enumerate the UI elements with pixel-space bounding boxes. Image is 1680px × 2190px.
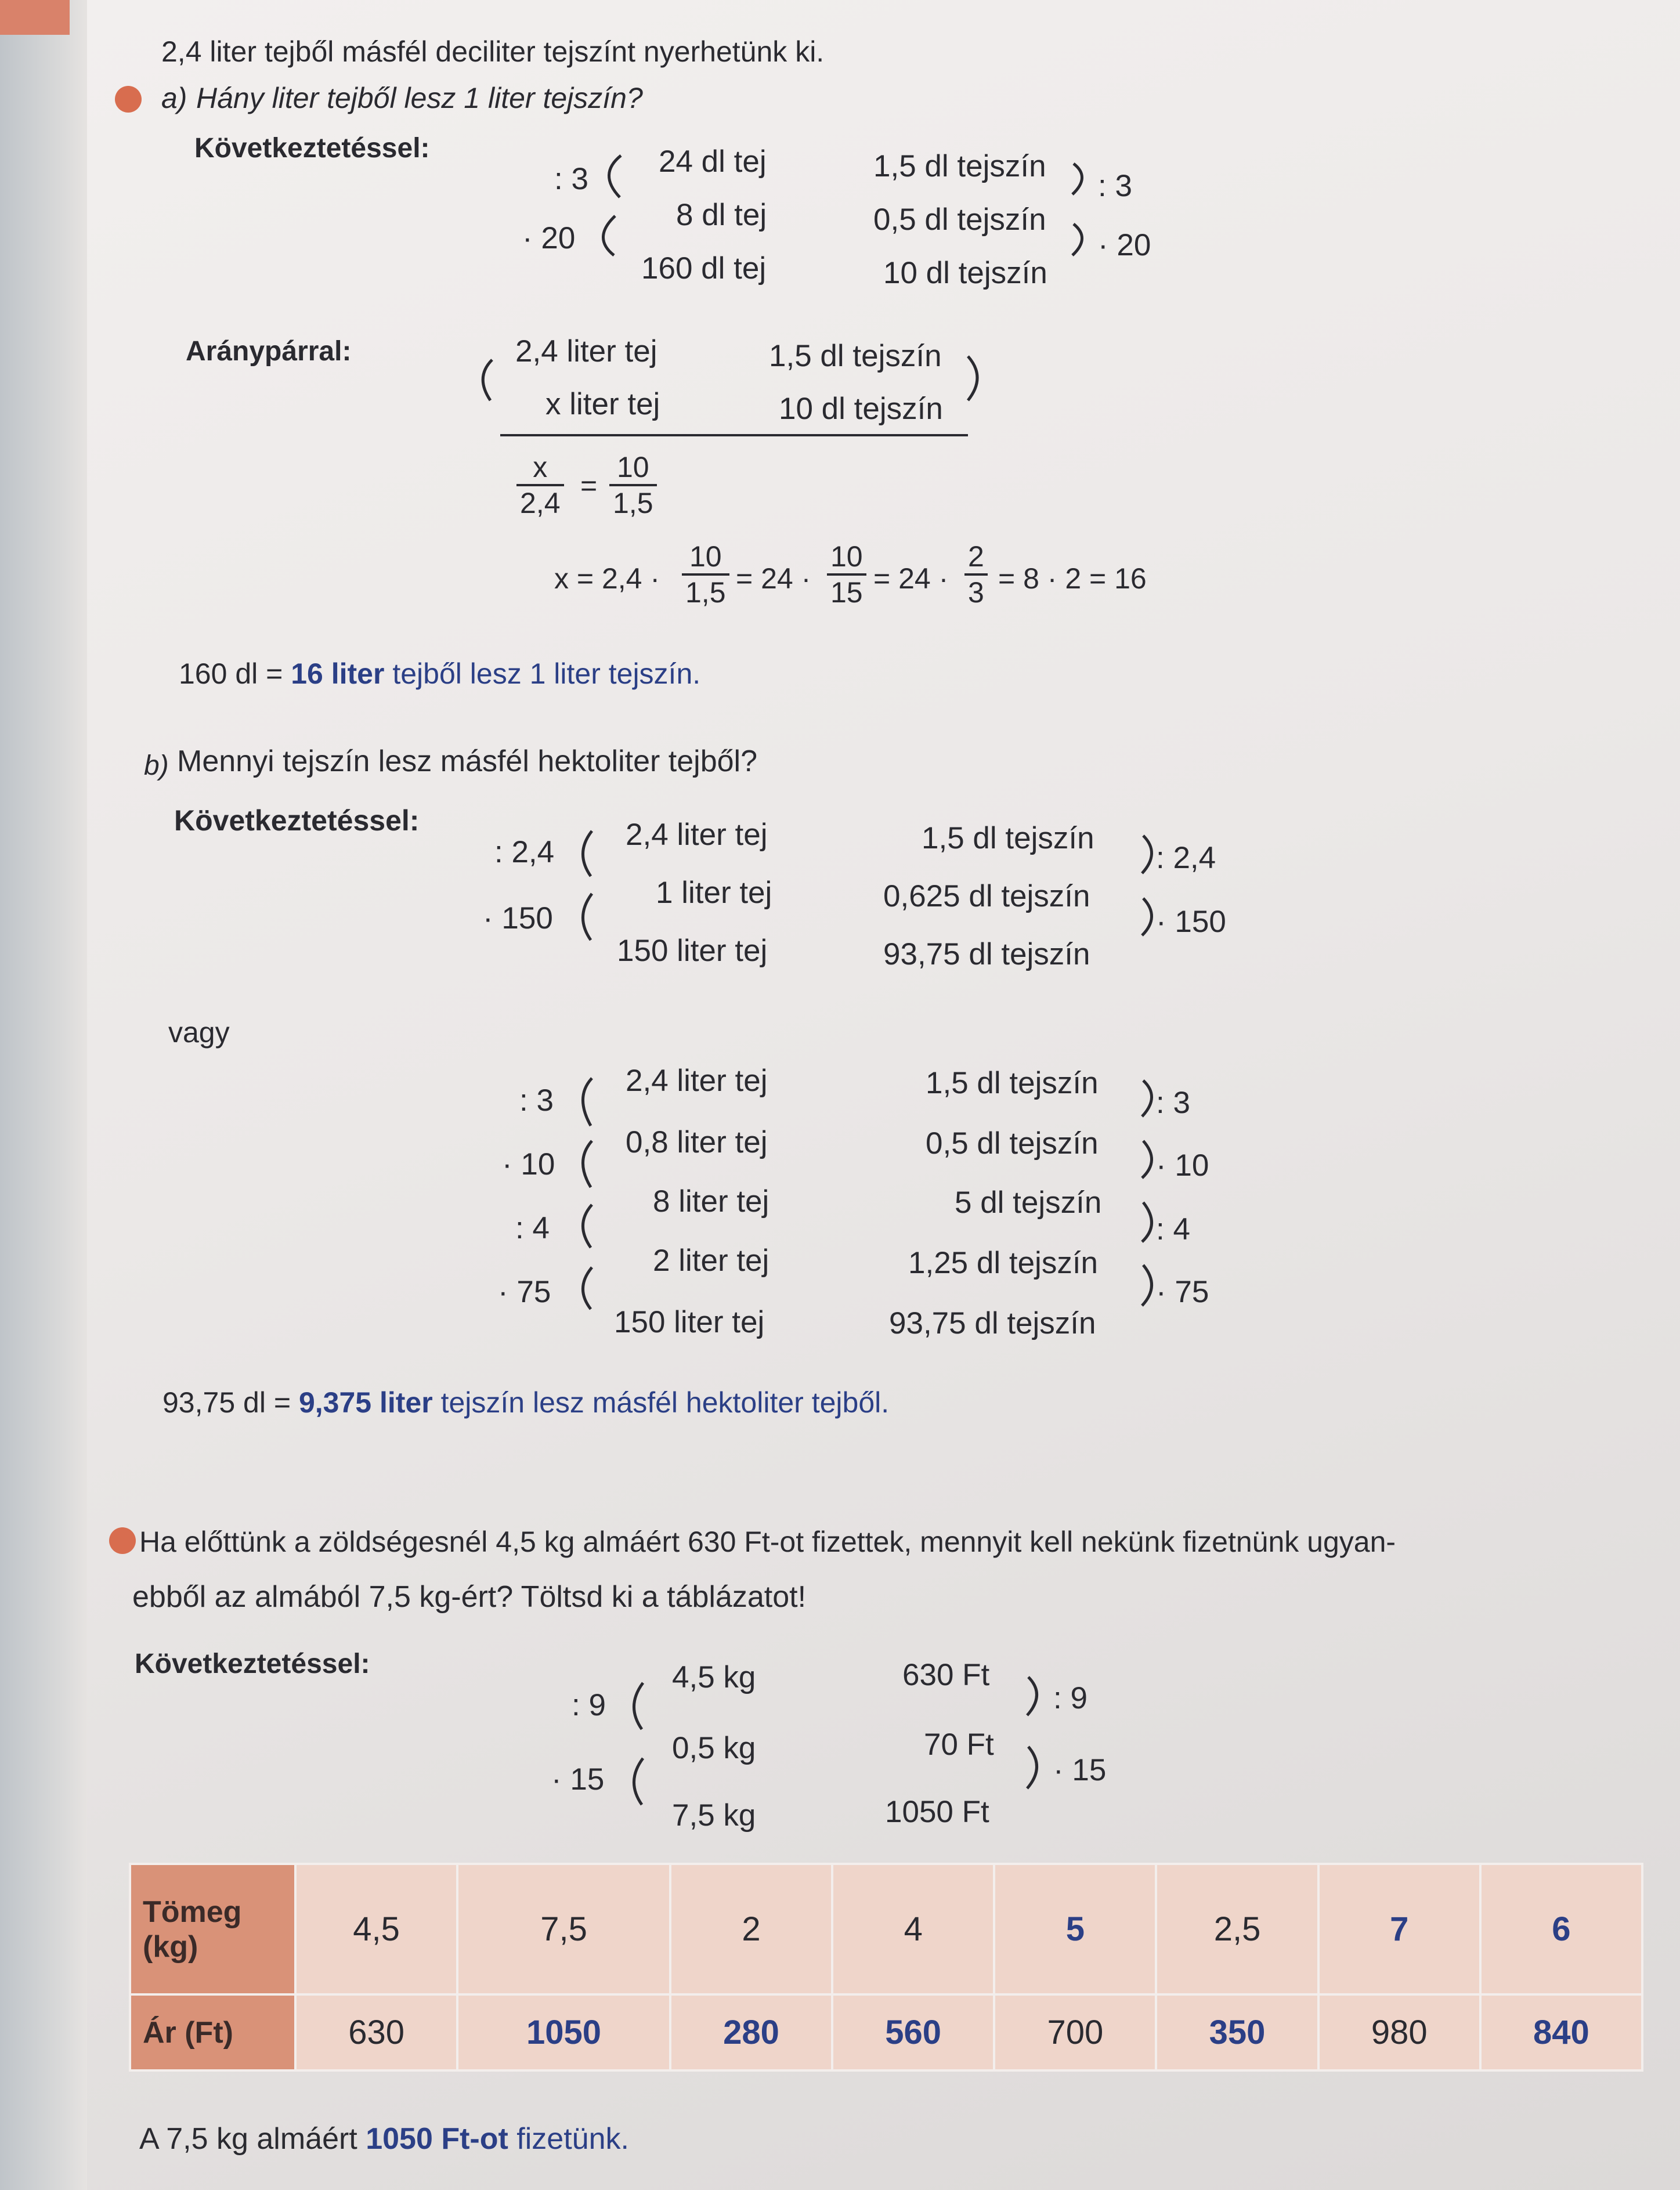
table-cell: 350 (1156, 1994, 1318, 2070)
calc-mid: = 24 · (873, 562, 949, 595)
deduction-right-value: 5 dl tejszín (955, 1186, 1102, 1220)
table-cell: 2 (670, 1864, 832, 1994)
method-deduction-a: Következtetéssel: (194, 133, 430, 164)
deduction-right-value: 0,625 dl tejszín (883, 879, 1090, 913)
deduction-left-value: 0,8 liter tej (626, 1125, 768, 1159)
problem1-intro: 2,4 liter tejből másfél deciliter tejszínt nyerhetünk ki. (161, 35, 825, 68)
left-op: · 20 (522, 221, 576, 255)
calc-mid: = 24 · (736, 562, 811, 595)
table-cell: 980 (1318, 1994, 1480, 2070)
deduction-right-value: 93,75 dl tejszín (889, 1306, 1096, 1340)
deduction-left-value: 160 dl tej (641, 251, 767, 286)
deduction-right-value: 0,5 dl tejszín (873, 203, 1046, 237)
answer-problem2: A 7,5 kg almáért 1050 Ft-ot fizetünk. (139, 2122, 629, 2156)
or-label: vagy (168, 1016, 230, 1049)
fraction: $\frac{2}{3}$ (964, 540, 988, 609)
deduction-right-value: 70 Ft (924, 1728, 994, 1762)
table-cell: 840 (1480, 1994, 1642, 2070)
problem1-a-question: Hány liter tejből lesz 1 liter tejszín? (196, 82, 643, 114)
mass-price-table (129, 1863, 1643, 2072)
deduction-right-value: 1,5 dl tejszín (873, 149, 1046, 183)
fraction: $\frac{x}{2,4}$ (516, 450, 564, 520)
deduction-left-value: 4,5 kg (672, 1660, 756, 1694)
deduction-left-value: 150 liter tej (617, 934, 768, 968)
table-cell: 560 (832, 1994, 994, 2070)
left-op: · 15 (551, 1762, 605, 1797)
right-op: · 20 (1098, 228, 1151, 262)
table-cell: 6 (1480, 1864, 1642, 1994)
deduction-right-value: 1,5 dl tejszín (922, 821, 1094, 855)
deduction-left-value: 8 liter tej (653, 1184, 769, 1219)
deduction-left-value: 1 liter tej (656, 876, 772, 910)
problem2-line1: Ha előttünk a zöldségesnél 4,5 kg almáért 630 Ft-ot fizettek, mennyit kell nekünk fizetnünk ugyan- (139, 1526, 1396, 1558)
deduction-right-value: 1,25 dl tejszín (908, 1246, 1099, 1280)
right-op: : 9 (1053, 1681, 1088, 1715)
ratio-r1-left: 2,4 liter tej (515, 334, 657, 368)
ratio-r2-left: x liter tej (545, 387, 660, 421)
price-header: Ár (Ft) (130, 1994, 295, 2070)
equals-sign: = (580, 469, 598, 502)
problem1-b-question: Mennyi tejszín lesz másfél hektoliter tejből? (177, 745, 758, 778)
problem1-b-label: b) (144, 750, 169, 781)
deduction-left-value: 2 liter tej (653, 1244, 769, 1278)
left-op: : 2,4 (494, 835, 555, 869)
answer-a: 160 dl = 16 liter tejből lesz 1 liter tejszín. (179, 657, 701, 690)
deduction-right-value: 630 Ft (902, 1658, 990, 1692)
problem-badge-icon (109, 1527, 136, 1554)
table-cell: 4,5 (295, 1864, 457, 1994)
left-op: : 9 (572, 1688, 606, 1722)
problem2-line2: ebből az almából 7,5 kg-ért? Töltsd ki a táblázatot! (132, 1580, 807, 1614)
table-cell: 700 (994, 1994, 1156, 2070)
table-cell: 1050 (457, 1994, 670, 2070)
calc-end: = 8 · 2 = 16 (998, 562, 1147, 595)
deduction-left-value: 7,5 kg (672, 1798, 756, 1833)
table-cell: 7 (1318, 1864, 1480, 1994)
table-cell: 2,5 (1156, 1864, 1318, 1994)
deduction-left-value: 2,4 liter tej (626, 818, 768, 852)
deduction-right-value: 0,5 dl tejszín (926, 1126, 1099, 1161)
deduction-right-value: 10 dl tejszín (883, 256, 1047, 290)
left-op: · 75 (498, 1275, 551, 1309)
fraction: $\frac{10}{1,5}$ (609, 450, 657, 520)
right-op: · 10 (1156, 1148, 1209, 1183)
deduction-left-value: 0,5 kg (672, 1731, 756, 1765)
ratio-divider (500, 434, 968, 436)
method-deduction-2: Következtetéssel: (135, 1649, 370, 1679)
method-deduction-b: Következtetéssel: (174, 804, 420, 837)
problem-badge-icon (115, 86, 142, 113)
table-row-mass (130, 1864, 1642, 1994)
table-cell: 630 (295, 1994, 457, 2070)
right-op: : 2,4 (1156, 841, 1216, 875)
right-op: · 15 (1053, 1753, 1107, 1787)
deduction-left-value: 24 dl tej (659, 144, 767, 179)
table-cell: 7,5 (457, 1864, 670, 1994)
deduction-right-value: 1,5 dl tejszín (926, 1066, 1099, 1100)
answer-b: 93,75 dl = 9,375 liter tejszín lesz másfél hektoliter tejből. (162, 1386, 890, 1419)
method-ratio: Aránypárral: (186, 336, 352, 367)
ratio-r2-right: 10 dl tejszín (779, 392, 943, 426)
right-op: : 3 (1156, 1086, 1190, 1120)
deduction-left-value: 2,4 liter tej (626, 1064, 768, 1098)
right-op: : 4 (1156, 1212, 1190, 1246)
textbook-page (87, 0, 1680, 2190)
right-op: : 3 (1098, 169, 1132, 203)
right-op: · 150 (1156, 905, 1226, 939)
deduction-right-value: 93,75 dl tejszín (883, 937, 1090, 971)
problem1-a-label: a) (161, 82, 187, 114)
left-op: : 3 (554, 162, 588, 196)
page-left-edge (0, 0, 87, 2190)
ratio-r1-right: 1,5 dl tejszín (769, 339, 942, 373)
table-cell: 4 (832, 1864, 994, 1994)
fraction: $\frac{10}{1,5}$ (682, 540, 729, 609)
calc-start: x = 2,4 · (554, 562, 660, 595)
left-op: : 3 (519, 1083, 554, 1118)
left-op: : 4 (515, 1211, 550, 1245)
left-op: · 10 (502, 1147, 555, 1181)
deduction-left-value: 8 dl tej (676, 198, 767, 232)
right-op: · 75 (1156, 1275, 1209, 1309)
table-cell: 5 (994, 1864, 1156, 1994)
left-op: · 150 (483, 901, 553, 935)
deduction-right-value: 1050 Ft (885, 1795, 989, 1829)
table-row-price (130, 1994, 1642, 2070)
page-corner (0, 0, 70, 35)
table-cell: 280 (670, 1994, 832, 2070)
mass-header: Tömeg (kg) (130, 1864, 295, 1994)
deduction-left-value: 150 liter tej (614, 1305, 765, 1339)
fraction: $\frac{10}{15}$ (827, 540, 866, 609)
